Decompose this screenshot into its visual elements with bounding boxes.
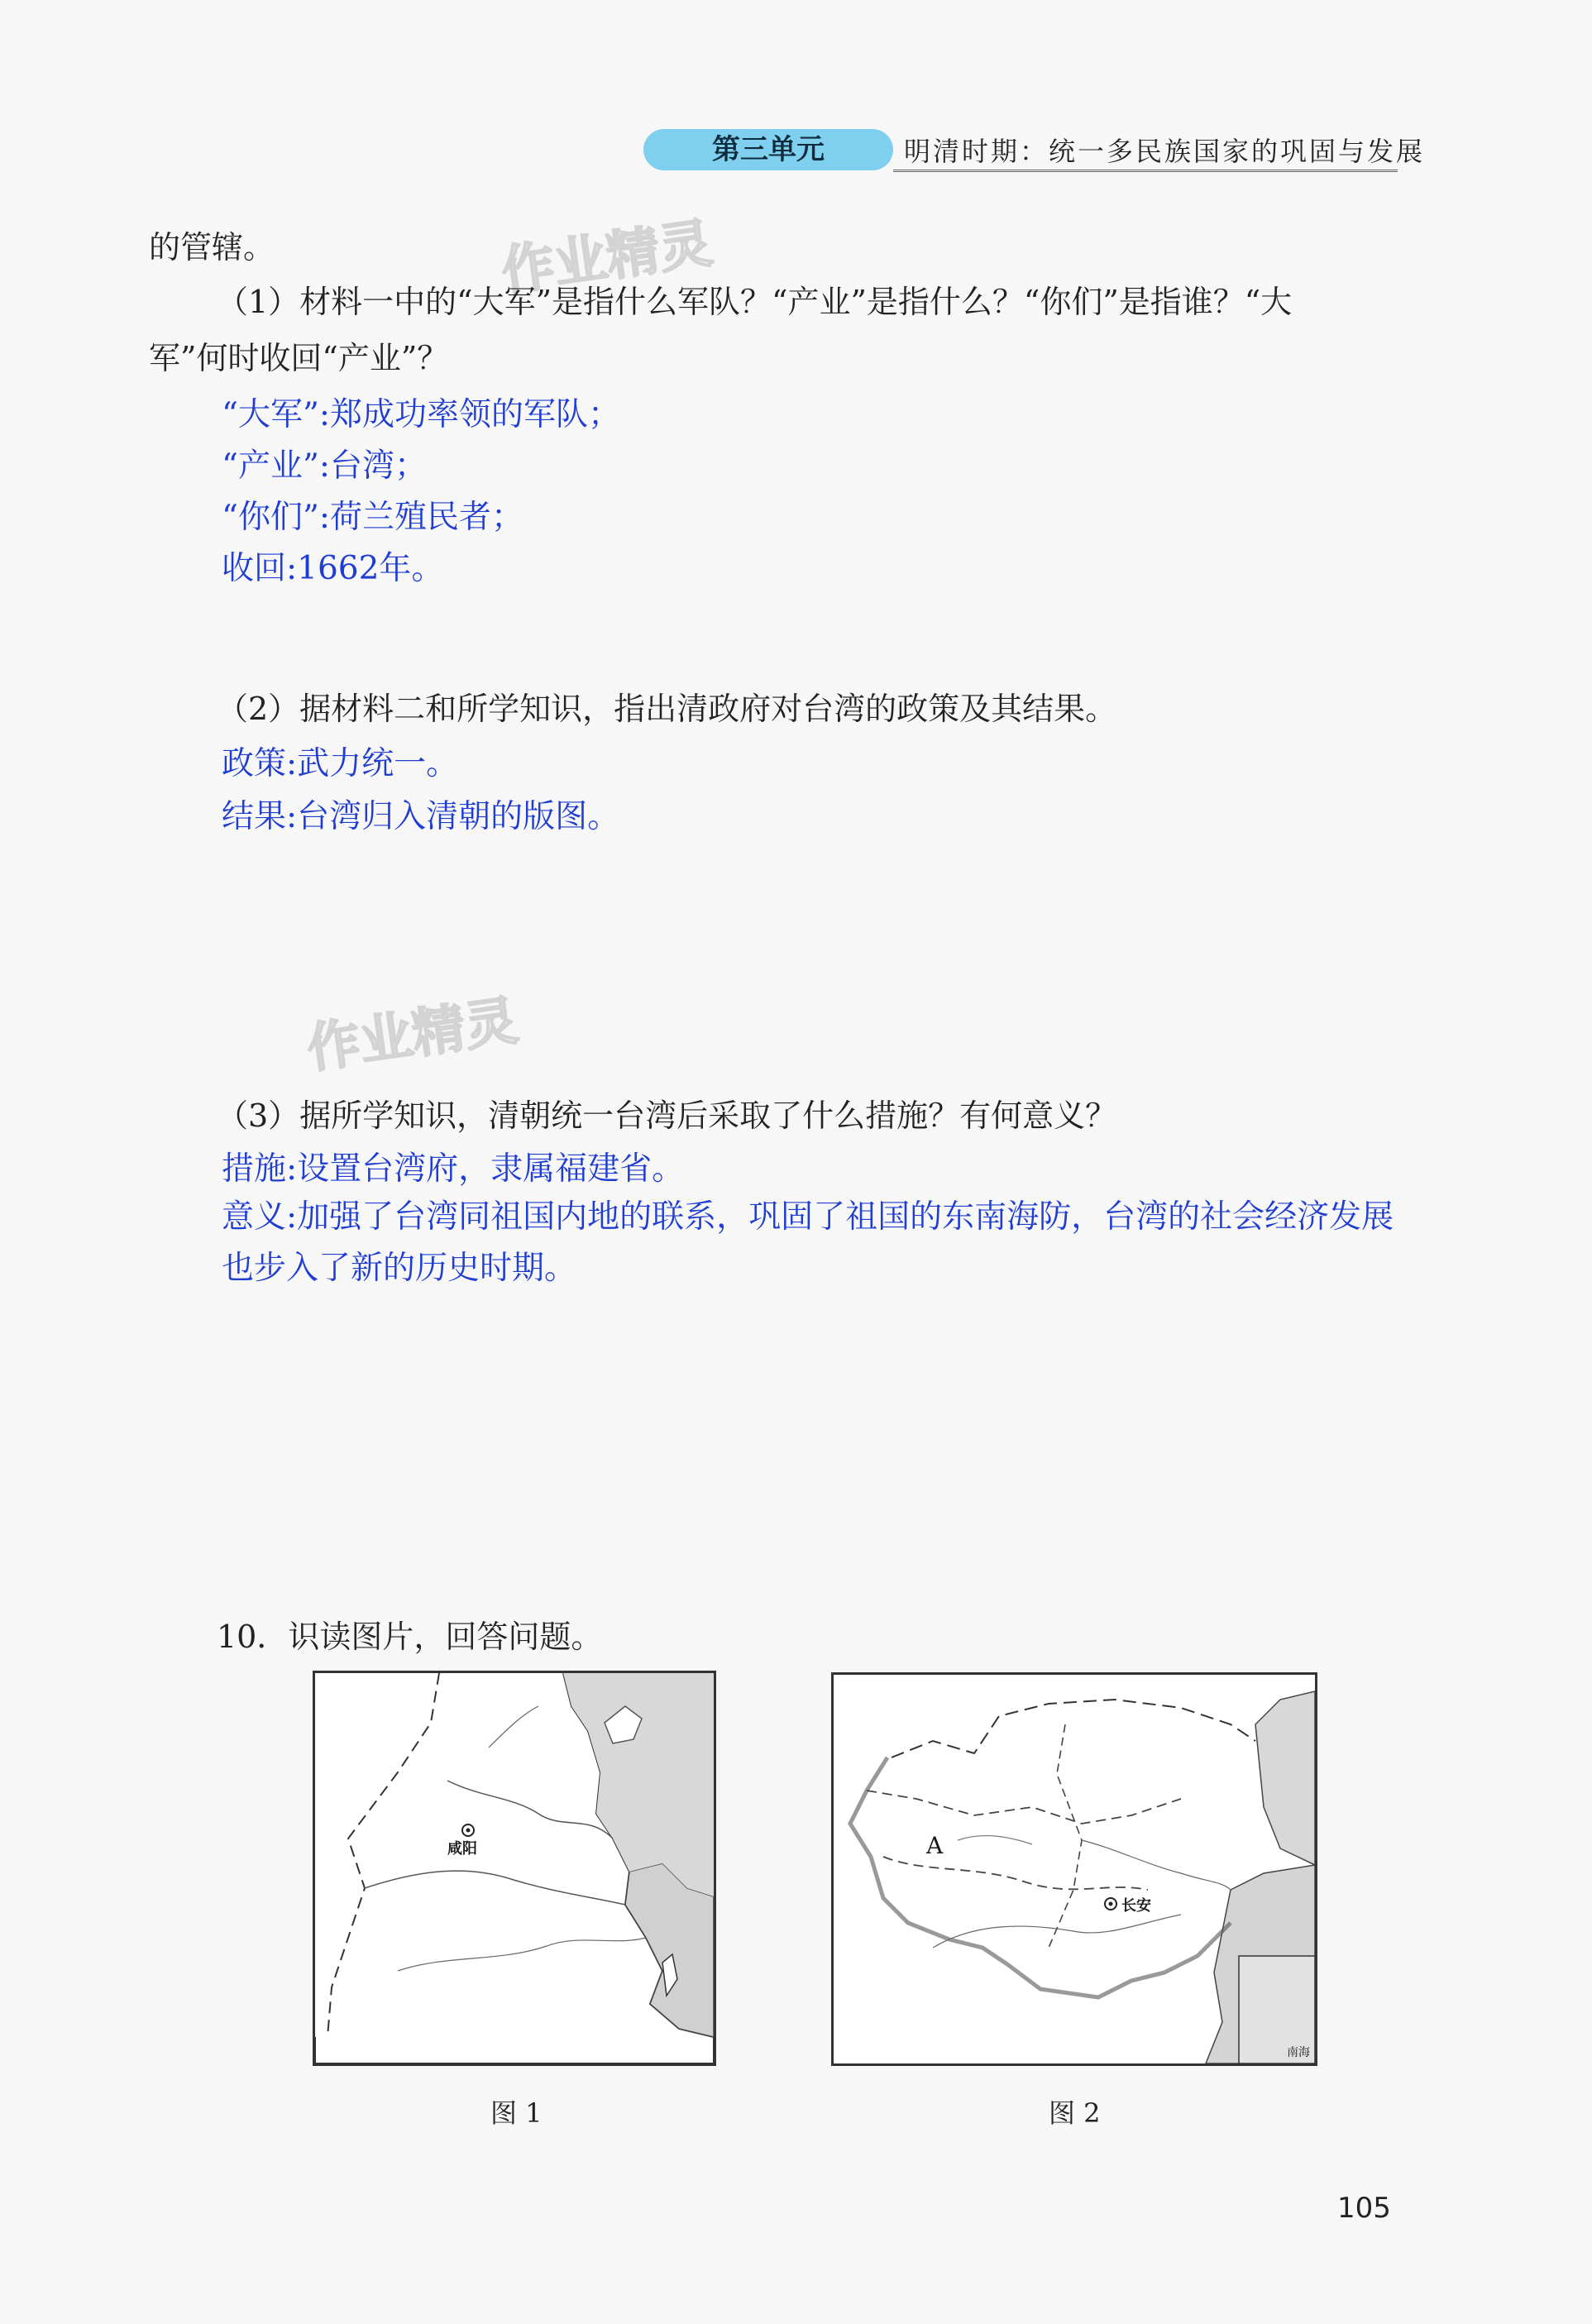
answer-1-line-2: “产业”:台湾； — [222, 447, 428, 485]
region-label-a: A — [926, 1832, 944, 1859]
inset-label-south-sea: 南海 — [1287, 2046, 1310, 2059]
answer-3-line-2: 意义:加强了台湾同祖国内地的联系，巩固了祖国的东南海防，台湾的社会经济发展 — [222, 1198, 1394, 1236]
intro-tail: 的管辖。 — [149, 229, 275, 265]
watermark-middle: 作业精灵 — [303, 990, 522, 1081]
answer-3-line-3: 也步入了新的历史时期。 — [222, 1250, 577, 1287]
map-figure-2 — [831, 1672, 1317, 2066]
question-2: （2）据材料二和所学知识，指出清政府对台湾的政策及其结果。 — [217, 691, 1117, 727]
city-label-changan: 长安 — [1121, 1897, 1151, 1915]
question-10: 10．识读图片，回答问题。 — [217, 1619, 603, 1655]
map-figure-1 — [313, 1671, 716, 2066]
unit-badge: 第三单元 — [643, 129, 893, 170]
answer-2-line-1: 政策:武力统一。 — [222, 745, 459, 782]
caption-figure-2: 图 2 — [1049, 2097, 1101, 2129]
question-1-line-2: 军”何时收回“产业”？ — [149, 340, 449, 376]
question-1-line-1: （1）材料一中的“大军”是指什么军队？“产业”是指什么？“你们”是指谁？“大 — [217, 284, 1293, 320]
header-rule — [893, 170, 1398, 172]
page-number: 105 — [1337, 2192, 1391, 2225]
answer-1-line-1: “大军”:郑成功率领的军队； — [222, 396, 621, 433]
answer-2-line-2: 结果:台湾归入清朝的版图。 — [222, 798, 620, 835]
answer-3-line-1: 措施:设置台湾府，隶属福建省。 — [222, 1150, 685, 1188]
city-label-xianyang: 咸阳 — [447, 1840, 477, 1858]
answer-1-line-3: “你们”:荷兰殖民者； — [222, 499, 524, 536]
answer-1-line-4: 收回:1662年。 — [222, 550, 444, 587]
caption-figure-1: 图 1 — [490, 2097, 543, 2129]
question-3: （3）据所学知识，清朝统一台湾后采取了什么措施？有何意义？ — [217, 1097, 1117, 1134]
unit-subtitle: 明清时期：统一多民族国家的巩固与发展 — [904, 136, 1426, 167]
watermark-top: 作业精灵 — [497, 213, 716, 304]
